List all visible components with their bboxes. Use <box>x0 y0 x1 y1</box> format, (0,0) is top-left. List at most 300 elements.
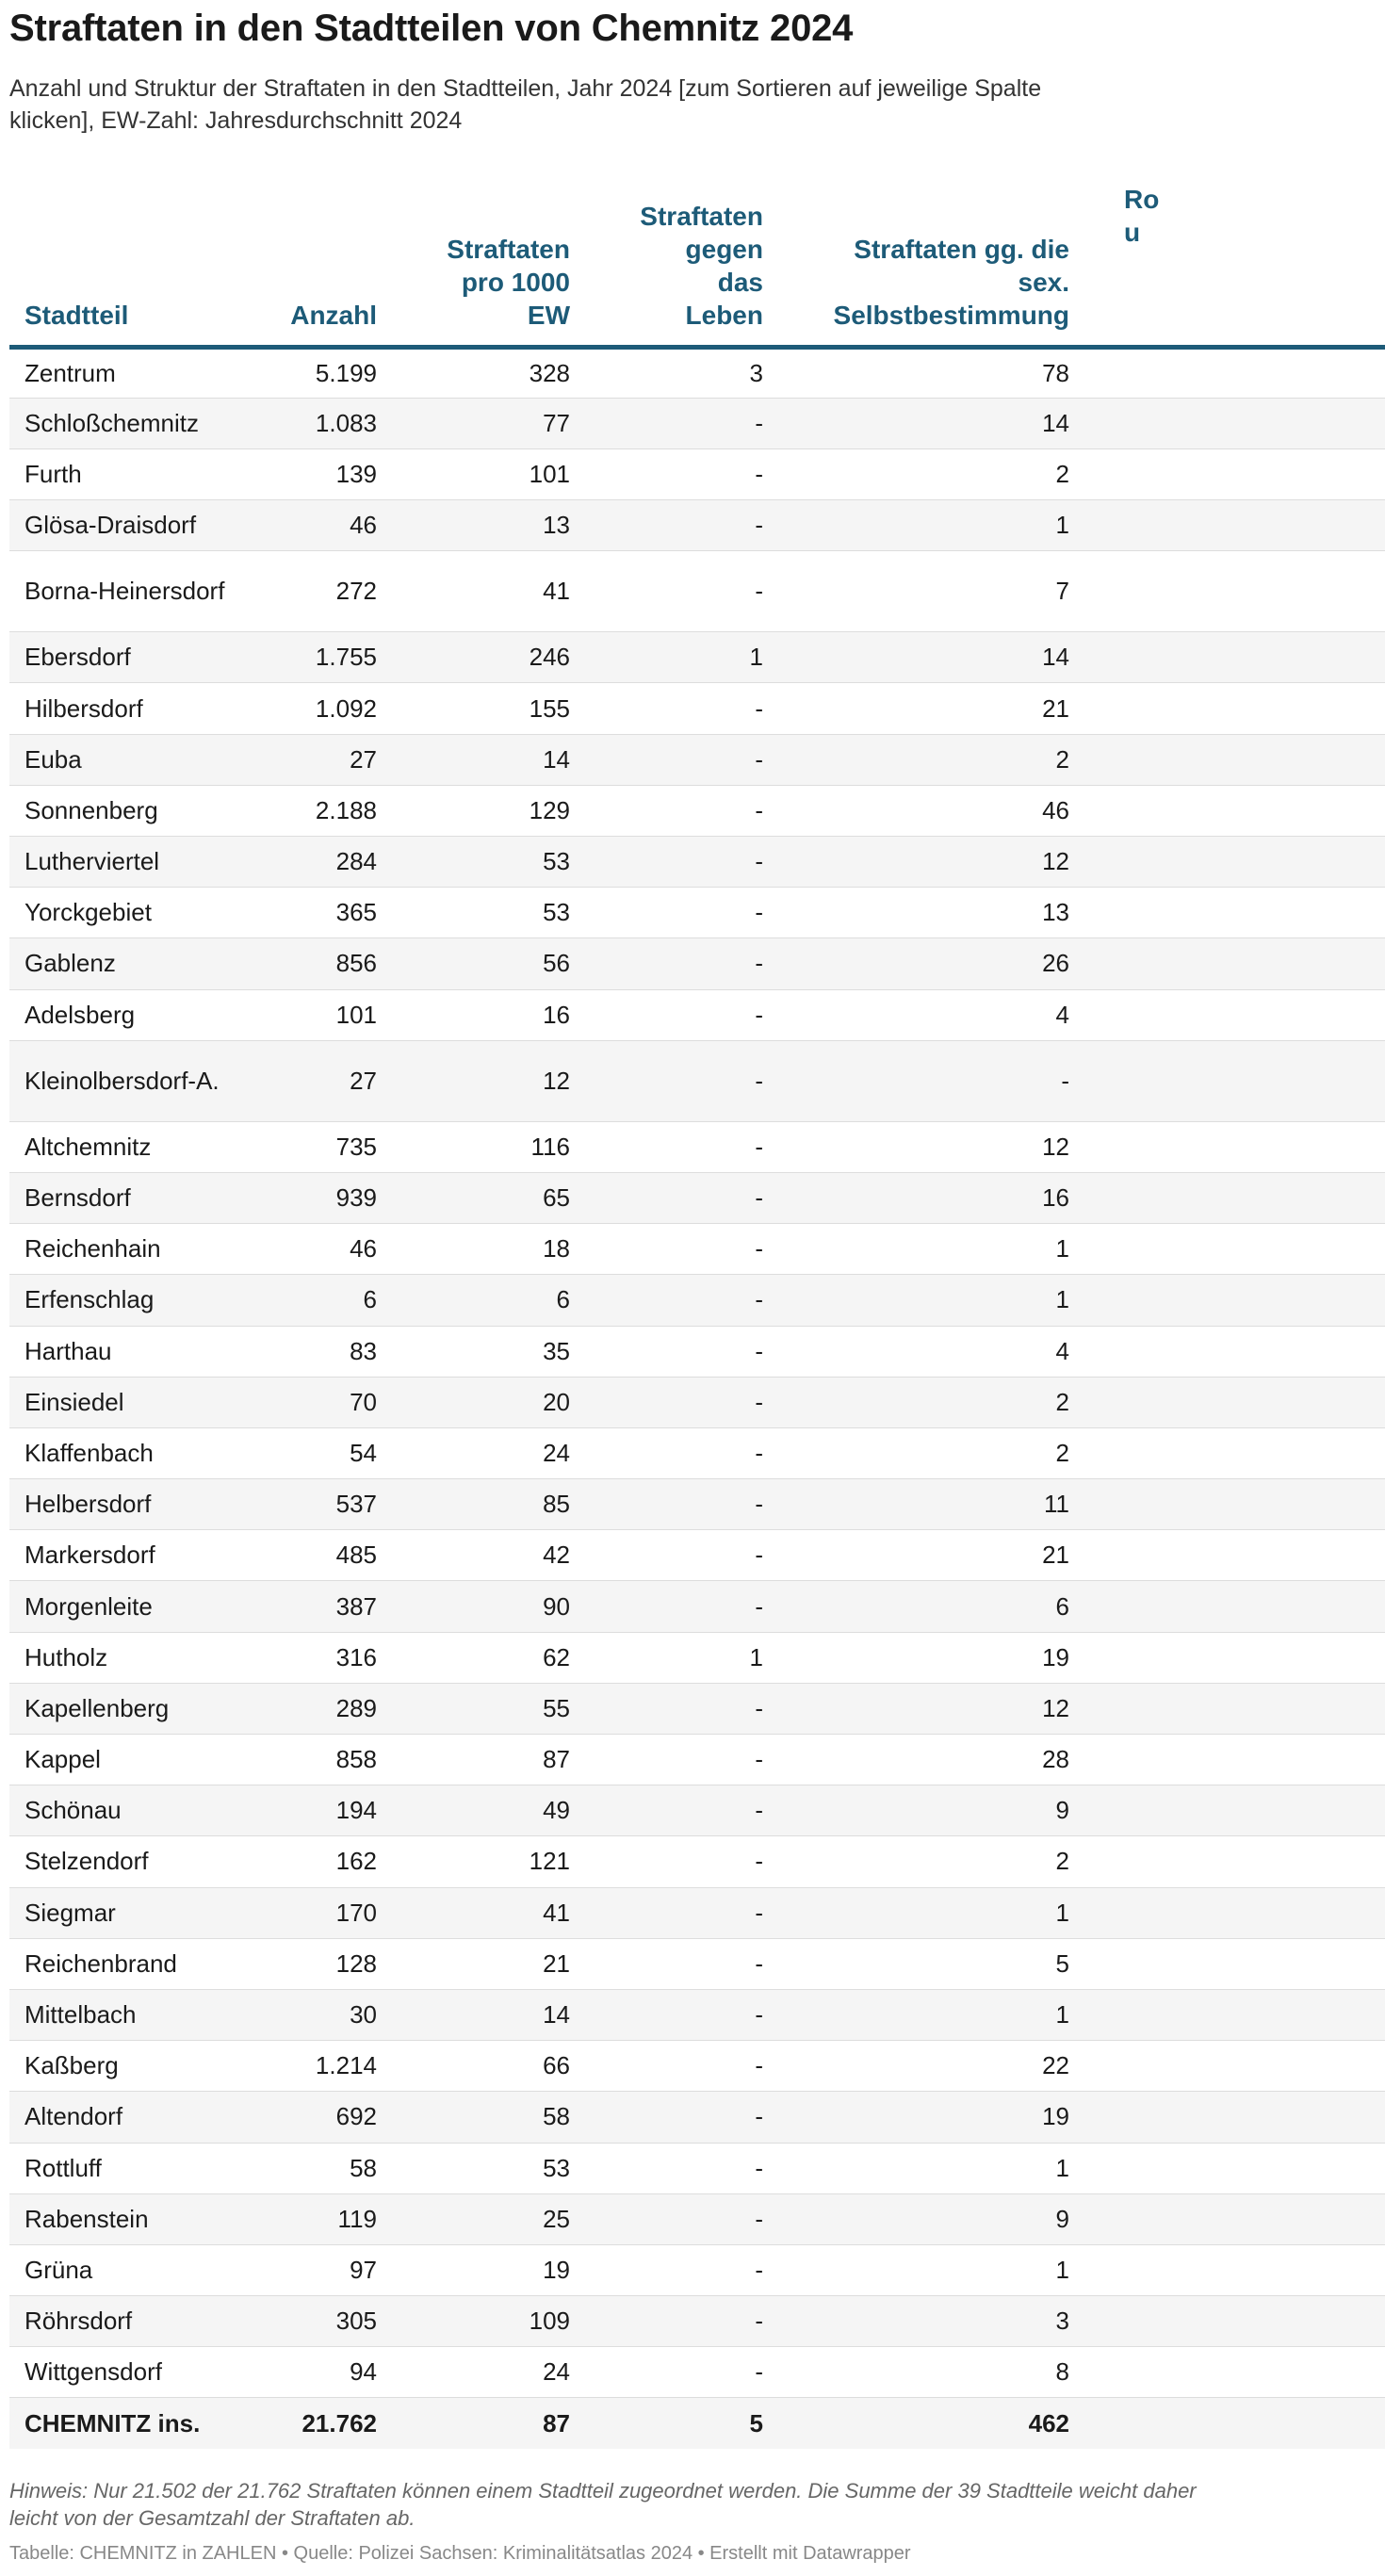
cell-anzahl: 5.199 <box>231 347 377 398</box>
cell-pro1000: 62 <box>377 1632 570 1683</box>
cell-leben: - <box>570 500 763 551</box>
cell-sex: 2 <box>763 1377 1069 1427</box>
table-row <box>9 2193 1385 2244</box>
cell-name <box>9 2143 231 2193</box>
cell-pro1000: 129 <box>377 785 570 836</box>
table-body <box>9 347 1385 2449</box>
cell-leben: - <box>570 2041 763 2092</box>
cell-raub <box>1069 938 1385 989</box>
table-row <box>9 1224 1385 1275</box>
district-name: Adelsberg <box>24 1000 136 1029</box>
cell-raub <box>1069 398 1385 448</box>
table-scroll-container[interactable] <box>9 0 1160 2576</box>
cell-leben: - <box>570 2347 763 2398</box>
cell-pro1000: 24 <box>377 1427 570 1478</box>
cell-name <box>9 1377 231 1427</box>
cell-pro1000: 13 <box>377 500 570 551</box>
cell-sex: 1 <box>763 1887 1069 1938</box>
cell-sex: 1 <box>763 500 1069 551</box>
table-row <box>9 632 1385 683</box>
column-header-line: u <box>1124 217 1141 247</box>
cell-name <box>9 1785 231 1836</box>
cell-anzahl: 284 <box>231 837 377 888</box>
cell-leben: - <box>570 1989 763 2040</box>
cell-name <box>9 2041 231 2092</box>
column-header-label <box>834 233 1069 332</box>
table-row <box>9 1785 1385 1836</box>
district-name: Röhrsdorf <box>24 2307 133 2336</box>
cell-name <box>9 837 231 888</box>
cell-anzahl: 58 <box>231 2143 377 2193</box>
total-cell-leben: 5 <box>570 2398 763 2449</box>
cell-anzahl: 272 <box>231 551 377 632</box>
cell-pro1000: 155 <box>377 683 570 734</box>
cell-sex: 1 <box>763 2143 1069 2193</box>
cell-name <box>9 1479 231 1530</box>
column-header-sex[interactable] <box>763 174 1069 347</box>
district-name: Altendorf <box>24 2102 123 2131</box>
cell-name <box>9 989 231 1040</box>
column-header-line: Leben <box>685 300 763 330</box>
district-name: Erfenschlag <box>24 1285 155 1314</box>
cell-pro1000: 18 <box>377 1224 570 1275</box>
cell-pro1000: 41 <box>377 551 570 632</box>
cell-pro1000: 49 <box>377 1785 570 1836</box>
cell-anzahl: 485 <box>231 1530 377 1581</box>
cell-anzahl: 305 <box>231 2296 377 2347</box>
cell-name <box>9 1735 231 1785</box>
district-name: Kappel <box>24 1745 101 1774</box>
cell-raub <box>1069 2296 1385 2347</box>
cell-sex: 1 <box>763 1275 1069 1326</box>
column-header-line: das <box>717 267 763 297</box>
cell-name <box>9 1121 231 1172</box>
cell-name <box>9 888 231 938</box>
table-row <box>9 785 1385 836</box>
cell-raub <box>1069 2143 1385 2193</box>
cell-anzahl: 162 <box>231 1836 377 1887</box>
table-row <box>9 1938 1385 1989</box>
cell-pro1000: 328 <box>377 347 570 398</box>
cell-pro1000: 21 <box>377 1938 570 1989</box>
cell-pro1000: 116 <box>377 1121 570 1172</box>
district-name: Bernsdorf <box>24 1183 131 1213</box>
cell-raub <box>1069 1377 1385 1427</box>
cell-name <box>9 2244 231 2295</box>
cell-sex: 28 <box>763 1735 1069 1785</box>
table-row <box>9 989 1385 1040</box>
cell-anzahl: 1.755 <box>231 632 377 683</box>
district-name: Sonnenberg <box>24 795 158 824</box>
cell-sex: 22 <box>763 2041 1069 2092</box>
cell-raub <box>1069 2193 1385 2244</box>
cell-anzahl: 27 <box>231 1040 377 1121</box>
table-row <box>9 938 1385 989</box>
cell-name <box>9 1683 231 1734</box>
cell-leben: 1 <box>570 632 763 683</box>
table-row <box>9 2143 1385 2193</box>
column-header-line: pro 1000 <box>461 267 570 297</box>
table-row <box>9 1989 1385 2040</box>
district-name: Lutherviertel <box>24 847 160 876</box>
cell-leben: - <box>570 2193 763 2244</box>
cell-name <box>9 785 231 836</box>
cell-name <box>9 1530 231 1581</box>
district-name: Rabenstein <box>24 2204 149 2233</box>
column-header-line: Ro <box>1124 184 1160 214</box>
cell-pro1000: 42 <box>377 1530 570 1581</box>
cell-raub <box>1069 888 1385 938</box>
cell-name <box>9 448 231 499</box>
cell-name <box>9 1326 231 1377</box>
cell-leben: - <box>570 1427 763 1478</box>
cell-sex: 14 <box>763 398 1069 448</box>
table-row <box>9 1172 1385 1223</box>
cell-leben: - <box>570 938 763 989</box>
cell-anzahl: 858 <box>231 1735 377 1785</box>
cell-leben: - <box>570 1683 763 1734</box>
cell-leben: - <box>570 448 763 499</box>
cell-leben: - <box>570 1275 763 1326</box>
cell-sex: 3 <box>763 2296 1069 2347</box>
cell-pro1000: 20 <box>377 1377 570 1427</box>
cell-raub <box>1069 2092 1385 2143</box>
cell-name <box>9 398 231 448</box>
cell-leben: - <box>570 1938 763 1989</box>
cell-anzahl: 289 <box>231 1683 377 1734</box>
cell-raub <box>1069 1836 1385 1887</box>
cell-raub <box>1069 1632 1385 1683</box>
district-name: Hilbersdorf <box>24 693 143 723</box>
cell-pro1000: 14 <box>377 734 570 785</box>
cell-raub <box>1069 1938 1385 1989</box>
table-row <box>9 1326 1385 1377</box>
cell-sex: 9 <box>763 2193 1069 2244</box>
cell-raub <box>1069 1683 1385 1734</box>
cell-leben: 1 <box>570 1632 763 1683</box>
column-header-label <box>640 200 763 332</box>
cell-sex: 2 <box>763 1427 1069 1478</box>
cell-pro1000: 56 <box>377 938 570 989</box>
district-name: Kapellenberg <box>24 1693 170 1722</box>
cell-raub <box>1069 632 1385 683</box>
cell-pro1000: 41 <box>377 1887 570 1938</box>
cell-raub <box>1069 2347 1385 2398</box>
cell-sex: 12 <box>763 1683 1069 1734</box>
cell-pro1000: 85 <box>377 1479 570 1530</box>
column-header-line: Anzahl <box>290 300 377 330</box>
district-name: Glösa-Draisdorf <box>24 511 197 540</box>
cell-sex: 1 <box>763 1224 1069 1275</box>
page-title: Straftaten in den Stadtteilen von Chemnitz 2024 <box>9 8 854 49</box>
cell-sex: 1 <box>763 2244 1069 2295</box>
cell-anzahl: 27 <box>231 734 377 785</box>
cell-sex: 78 <box>763 347 1069 398</box>
column-header-pro1000[interactable] <box>377 174 570 347</box>
cell-name <box>9 2193 231 2244</box>
cell-raub <box>1069 347 1385 398</box>
cell-raub <box>1069 1785 1385 1836</box>
cell-raub <box>1069 1121 1385 1172</box>
column-header-anzahl[interactable] <box>231 174 377 347</box>
total-cell-name: CHEMNITZ ins. <box>9 2398 231 2449</box>
cell-sex: 14 <box>763 632 1069 683</box>
cell-raub <box>1069 1172 1385 1223</box>
cell-anzahl: 139 <box>231 448 377 499</box>
cell-sex: 12 <box>763 837 1069 888</box>
column-header-label <box>1124 183 1159 249</box>
cell-leben: - <box>570 1530 763 1581</box>
cell-leben: - <box>570 1040 763 1121</box>
cell-anzahl: 856 <box>231 938 377 989</box>
district-name: Reichenbrand <box>24 1948 177 1978</box>
cell-pro1000: 12 <box>377 1040 570 1121</box>
cell-raub <box>1069 500 1385 551</box>
table-row <box>9 2347 1385 2398</box>
cell-leben: - <box>570 2296 763 2347</box>
cell-raub <box>1069 2244 1385 2295</box>
district-name: Siegmar <box>24 1898 116 1927</box>
cell-name <box>9 2296 231 2347</box>
cell-name <box>9 683 231 734</box>
table-row <box>9 448 1385 499</box>
cell-leben: - <box>570 734 763 785</box>
cell-raub <box>1069 1224 1385 1275</box>
cell-pro1000: 53 <box>377 837 570 888</box>
cell-raub <box>1069 1479 1385 1530</box>
cell-pro1000: 109 <box>377 2296 570 2347</box>
cell-sex: 5 <box>763 1938 1069 1989</box>
cell-raub <box>1069 1887 1385 1938</box>
cell-leben: 3 <box>570 347 763 398</box>
table-row <box>9 1275 1385 1326</box>
district-name: Wittgensdorf <box>24 2357 162 2387</box>
cell-leben: - <box>570 1121 763 1172</box>
column-header-line: sex. <box>1018 267 1069 297</box>
cell-pro1000: 16 <box>377 989 570 1040</box>
cell-pro1000: 87 <box>377 1735 570 1785</box>
district-name: Schönau <box>24 1796 122 1825</box>
column-header-leben[interactable] <box>570 174 763 347</box>
cell-pro1000: 58 <box>377 2092 570 2143</box>
district-name: Ebersdorf <box>24 643 131 672</box>
cell-sex: 11 <box>763 1479 1069 1530</box>
cell-sex: 6 <box>763 1581 1069 1632</box>
table-row <box>9 1121 1385 1172</box>
table-row <box>9 551 1385 632</box>
cell-sex: 26 <box>763 938 1069 989</box>
column-header-label <box>290 299 377 332</box>
cell-name <box>9 1938 231 1989</box>
table-row <box>9 347 1385 398</box>
cell-sex: - <box>763 1040 1069 1121</box>
column-header-name[interactable] <box>9 174 231 347</box>
cell-pro1000: 19 <box>377 2244 570 2295</box>
cell-raub <box>1069 1326 1385 1377</box>
column-header-label <box>447 233 570 332</box>
table-row <box>9 1040 1385 1121</box>
cell-raub <box>1069 1581 1385 1632</box>
table-row <box>9 734 1385 785</box>
cell-raub <box>1069 551 1385 632</box>
cell-pro1000: 53 <box>377 888 570 938</box>
cell-raub <box>1069 683 1385 734</box>
cell-anzahl: 365 <box>231 888 377 938</box>
cell-sex: 46 <box>763 785 1069 836</box>
column-header-line: Straftaten <box>447 234 570 264</box>
cell-sex: 16 <box>763 1172 1069 1223</box>
cell-name <box>9 1836 231 1887</box>
cell-sex: 4 <box>763 989 1069 1040</box>
cell-anzahl: 101 <box>231 989 377 1040</box>
cell-name <box>9 1427 231 1478</box>
cell-anzahl: 97 <box>231 2244 377 2295</box>
cell-pro1000: 35 <box>377 1326 570 1377</box>
cell-pro1000: 246 <box>377 632 570 683</box>
cell-name <box>9 1172 231 1223</box>
cell-name <box>9 734 231 785</box>
cell-name <box>9 2092 231 2143</box>
column-header-line: EW <box>527 300 570 330</box>
district-name: Einsiedel <box>24 1387 124 1416</box>
district-name: Zentrum <box>24 358 116 387</box>
cell-pro1000: 121 <box>377 1836 570 1887</box>
crime-table <box>9 174 1385 2449</box>
cell-leben: - <box>570 2143 763 2193</box>
total-cell-sex: 462 <box>763 2398 1069 2449</box>
cell-leben: - <box>570 1377 763 1427</box>
district-name: Hutholz <box>24 1642 108 1671</box>
cell-anzahl: 537 <box>231 1479 377 1530</box>
cell-name <box>9 632 231 683</box>
table-row <box>9 1632 1385 1683</box>
cell-raub <box>1069 1530 1385 1581</box>
table-row <box>9 1836 1385 1887</box>
cell-sex: 21 <box>763 1530 1069 1581</box>
table-row <box>9 2244 1385 2295</box>
cell-sex: 19 <box>763 1632 1069 1683</box>
table-row <box>9 1530 1385 1581</box>
cell-anzahl: 316 <box>231 1632 377 1683</box>
cell-leben: - <box>570 398 763 448</box>
cell-sex: 2 <box>763 734 1069 785</box>
district-name: Altchemnitz <box>24 1132 152 1161</box>
cell-leben: - <box>570 837 763 888</box>
cell-raub <box>1069 1989 1385 2040</box>
district-name: Markersdorf <box>24 1541 155 1570</box>
cell-raub <box>1069 837 1385 888</box>
cell-anzahl: 30 <box>231 1989 377 2040</box>
cell-leben: - <box>570 785 763 836</box>
district-name: Helbersdorf <box>24 1490 152 1519</box>
district-name: Harthau <box>24 1336 112 1365</box>
cell-anzahl: 46 <box>231 500 377 551</box>
district-name: Grüna <box>24 2255 93 2284</box>
table-row <box>9 398 1385 448</box>
cell-leben: - <box>570 1172 763 1223</box>
cell-anzahl: 94 <box>231 2347 377 2398</box>
cell-leben: - <box>570 2092 763 2143</box>
cell-raub <box>1069 1735 1385 1785</box>
cell-pro1000: 55 <box>377 1683 570 1734</box>
cell-sex: 2 <box>763 1836 1069 1887</box>
cell-leben: - <box>570 1887 763 1938</box>
cell-anzahl: 170 <box>231 1887 377 1938</box>
total-cell-anzahl: 21.762 <box>231 2398 377 2449</box>
cell-pro1000: 101 <box>377 448 570 499</box>
cell-sex: 19 <box>763 2092 1069 2143</box>
cell-pro1000: 25 <box>377 2193 570 2244</box>
cell-name <box>9 1040 231 1121</box>
district-name: Kaßberg <box>24 2051 119 2080</box>
table-row <box>9 2092 1385 2143</box>
cell-raub <box>1069 734 1385 785</box>
cell-leben: - <box>570 1735 763 1785</box>
cell-raub <box>1069 2041 1385 2092</box>
cell-pro1000: 65 <box>377 1172 570 1223</box>
cell-pro1000: 53 <box>377 2143 570 2193</box>
column-header-line: Selbstbestimmung <box>833 300 1069 330</box>
table-row <box>9 888 1385 938</box>
cell-anzahl: 194 <box>231 1785 377 1836</box>
cell-anzahl: 6 <box>231 1275 377 1326</box>
cell-sex: 4 <box>763 1326 1069 1377</box>
total-cell-pro1000: 87 <box>377 2398 570 2449</box>
district-name: Klaffenbach <box>24 1438 154 1467</box>
table-row <box>9 1427 1385 1478</box>
district-name: Borna-Heinersdorf <box>24 577 225 606</box>
column-header-line: Stadtteil <box>24 300 129 330</box>
cell-name <box>9 1632 231 1683</box>
district-name: Rottluff <box>24 2153 102 2182</box>
cell-leben: - <box>570 683 763 734</box>
table-total-row <box>9 2398 1385 2449</box>
cell-name <box>9 1581 231 1632</box>
cell-name <box>9 1989 231 2040</box>
cell-anzahl: 692 <box>231 2092 377 2143</box>
cell-anzahl: 1.083 <box>231 398 377 448</box>
cell-name <box>9 1887 231 1938</box>
cell-anzahl: 83 <box>231 1326 377 1377</box>
cell-raub <box>1069 989 1385 1040</box>
cell-sex: 21 <box>763 683 1069 734</box>
district-name: Morgenleite <box>24 1591 153 1621</box>
cell-leben: - <box>570 1785 763 1836</box>
cell-sex: 13 <box>763 888 1069 938</box>
cell-sex: 2 <box>763 448 1069 499</box>
table-row <box>9 1735 1385 1785</box>
cell-leben: - <box>570 1479 763 1530</box>
cell-name <box>9 500 231 551</box>
cell-raub <box>1069 1275 1385 1326</box>
district-name: Furth <box>24 459 82 488</box>
cell-anzahl: 735 <box>231 1121 377 1172</box>
cell-anzahl: 387 <box>231 1581 377 1632</box>
cell-leben: - <box>570 551 763 632</box>
cell-pro1000: 66 <box>377 2041 570 2092</box>
district-name: Schloßchemnitz <box>24 408 199 437</box>
cell-anzahl: 1.214 <box>231 2041 377 2092</box>
cell-leben: - <box>570 1326 763 1377</box>
column-header-line: Straftaten gg. die <box>854 234 1069 264</box>
table-row <box>9 1581 1385 1632</box>
cell-sex: 8 <box>763 2347 1069 2398</box>
table-header-row <box>9 174 1385 347</box>
table-row <box>9 1479 1385 1530</box>
cell-leben: - <box>570 989 763 1040</box>
column-header-raub[interactable] <box>1069 174 1385 347</box>
total-cell-raub <box>1069 2398 1385 2449</box>
